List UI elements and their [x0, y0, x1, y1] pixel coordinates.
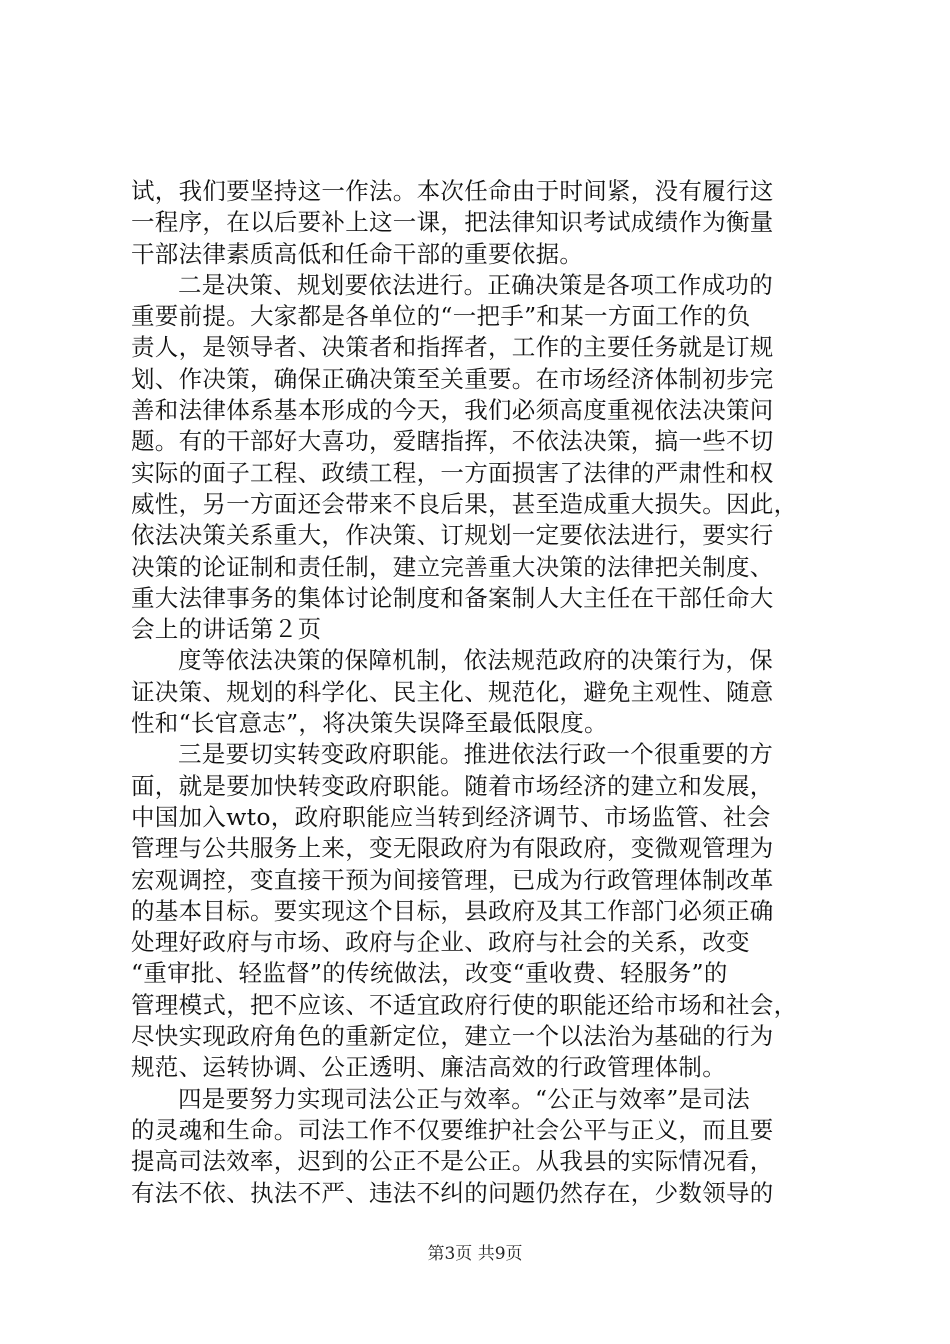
text-line: 责人，是领导者、决策者和指挥者，工作的主要任务就是订规	[131, 333, 774, 362]
text-line: 规范、运转协调、公正透明、廉洁高效的行政管理体制。	[131, 1053, 726, 1082]
text-line: 题。有的干部好大喜功，爱瞎指挥，不依法决策，搞一些不切	[131, 427, 774, 456]
text-line: 会上的讲话第２页	[131, 615, 322, 644]
text-line: “重审批、轻监督”的传统做法，改变“重收费、轻服务”的	[131, 959, 728, 988]
text-line: 重大法律事务的集体讨论制度和备案制人大主任在干部任命大	[131, 583, 774, 612]
text-line: 宏观调控，变直接干预为间接管理，已成为行政管理体制改革	[131, 865, 774, 894]
paragraph-first-line: 度等依法决策的保障机制，依法规范政府的决策行为，保	[178, 646, 773, 675]
document-body	[131, 176, 831, 1209]
text-line: 有法不依、执法不严、违法不纠的问题仍然存在，少数领导的	[131, 1178, 774, 1207]
text-line: 处理好政府与市场、政府与企业、政府与社会的关系，改变	[131, 928, 750, 957]
text-line: 试，我们要坚持这一作法。本次任命由于时间紧，没有履行这	[131, 177, 774, 205]
text-line: 依法决策关系重大，作决策、订规划一定要依法进行，要实行	[131, 521, 774, 550]
text-line: 尽快实现政府角色的重新定位，建立一个以法治为基础的行为	[131, 1022, 774, 1051]
paragraph-first-line: 四是要努力实现司法公正与效率。“公正与效率”是司法	[178, 1084, 751, 1113]
text-line: 面，就是要加快转变政府职能。随着市场经济的建立和发展，	[131, 771, 774, 800]
paragraph-first-line: 三是要切实转变政府职能。推进依法行政一个很重要的方	[178, 740, 773, 769]
text-line: 的灵魂和生命。司法工作不仅要维护社会公平与正义，而且要	[131, 1115, 774, 1144]
text-line: 管理模式，把不应该、不适宜政府行使的职能还给市场和社会，	[131, 990, 798, 1019]
text-line: 威性，另一方面还会带来不良后果，甚至造成重大损失。因此，	[131, 489, 798, 518]
text-line: 善和法律体系基本形成的今天，我们必须高度重视依法决策问	[131, 396, 774, 425]
page-footer: 第3页 共9页	[427, 1244, 523, 1264]
text-line: 性和“长官意志”，将决策失误降至最低限度。	[131, 709, 608, 738]
text-line: 管理与公共服务上来，变无限政府为有限政府，变微观管理为	[131, 834, 774, 863]
text-line: 中国加入wto，政府职能应当转到经济调节、市场监管、社会	[131, 802, 771, 831]
paragraph-first-line: 二是决策、规划要依法进行。正确决策是各项工作成功的	[178, 270, 773, 299]
text-line: 提高司法效率，迟到的公正不是公正。从我县的实际情况看，	[131, 1147, 774, 1176]
text-line: 划、作决策，确保正确决策至关重要。在市场经济体制初步完	[131, 364, 774, 393]
text-line: 干部法律素质高低和任命干部的重要依据。	[131, 239, 584, 268]
text-line: 重要前提。大家都是各单位的“一把手”和某一方面工作的负	[131, 302, 751, 331]
text-line: 一程序，在以后要补上这一课，把法律知识考试成绩作为衡量	[131, 208, 774, 237]
text-line: 决策的论证制和责任制，建立完善重大决策的法律把关制度、	[131, 552, 774, 581]
text-line: 的基本目标。要实现这个目标，县政府及其工作部门必须正确	[131, 896, 774, 925]
text-line: 实际的面子工程、政绩工程，一方面损害了法律的严肃性和权	[131, 458, 774, 487]
text-line: 证决策、规划的科学化、民主化、规范化，避免主观性、随意	[131, 677, 774, 706]
